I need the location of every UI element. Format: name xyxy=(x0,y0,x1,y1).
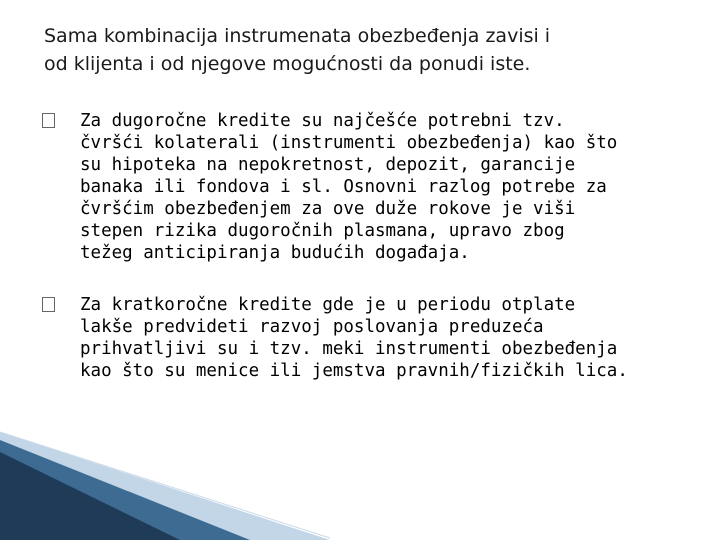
bullet-item-long-term xyxy=(42,110,682,264)
square-bullet-icon xyxy=(42,297,55,312)
bullet-line: banaka ili fondova i sl. Osnovni razlog potrebe za xyxy=(80,177,607,197)
bullet-line: čvršćim obezbeđenjem za ove duže rokove je viši xyxy=(80,199,576,219)
square-bullet-icon xyxy=(42,113,55,128)
bullet-item-short-term xyxy=(42,294,682,382)
slide-heading xyxy=(44,22,684,78)
heading-line-2: od klijenta i od njegove mogućnosti da ponudi iste. xyxy=(44,53,531,75)
bullet-line: Za kratkoročne kredite gde je u periodu otplate xyxy=(80,295,576,315)
bullet-list xyxy=(42,110,682,382)
bullet-line: težeg anticipiranja budućih događaja. xyxy=(80,243,470,263)
bullet-line: su hipoteka na nepokretnost, depozit, garancije xyxy=(80,155,576,175)
bullet-text-short-term xyxy=(80,294,682,382)
heading-line-1: Sama kombinacija instrumenata obezbeđenja zavisi i xyxy=(44,25,551,47)
bullet-text-long-term xyxy=(80,110,682,264)
bullet-line: kao što su menice ili jemstva pravnih/fizičkih lica. xyxy=(80,361,628,381)
bullet-line: lakše predvideti razvoj poslovanja preduzeća xyxy=(80,317,544,337)
decorative-corner-swoosh xyxy=(0,430,720,540)
bullet-line: stepen rizika dugoročnih plasmana, upravo zbog xyxy=(80,221,565,241)
bullet-line: Za dugoročne kredite su najčešće potrebni tzv. xyxy=(80,111,565,131)
bullet-line: čvršći kolaterali (instrumenti obezbeđenja) kao što xyxy=(80,133,618,153)
bullet-line: prihvatljivi su i tzv. meki instrumenti obezbeđenja xyxy=(80,339,618,359)
